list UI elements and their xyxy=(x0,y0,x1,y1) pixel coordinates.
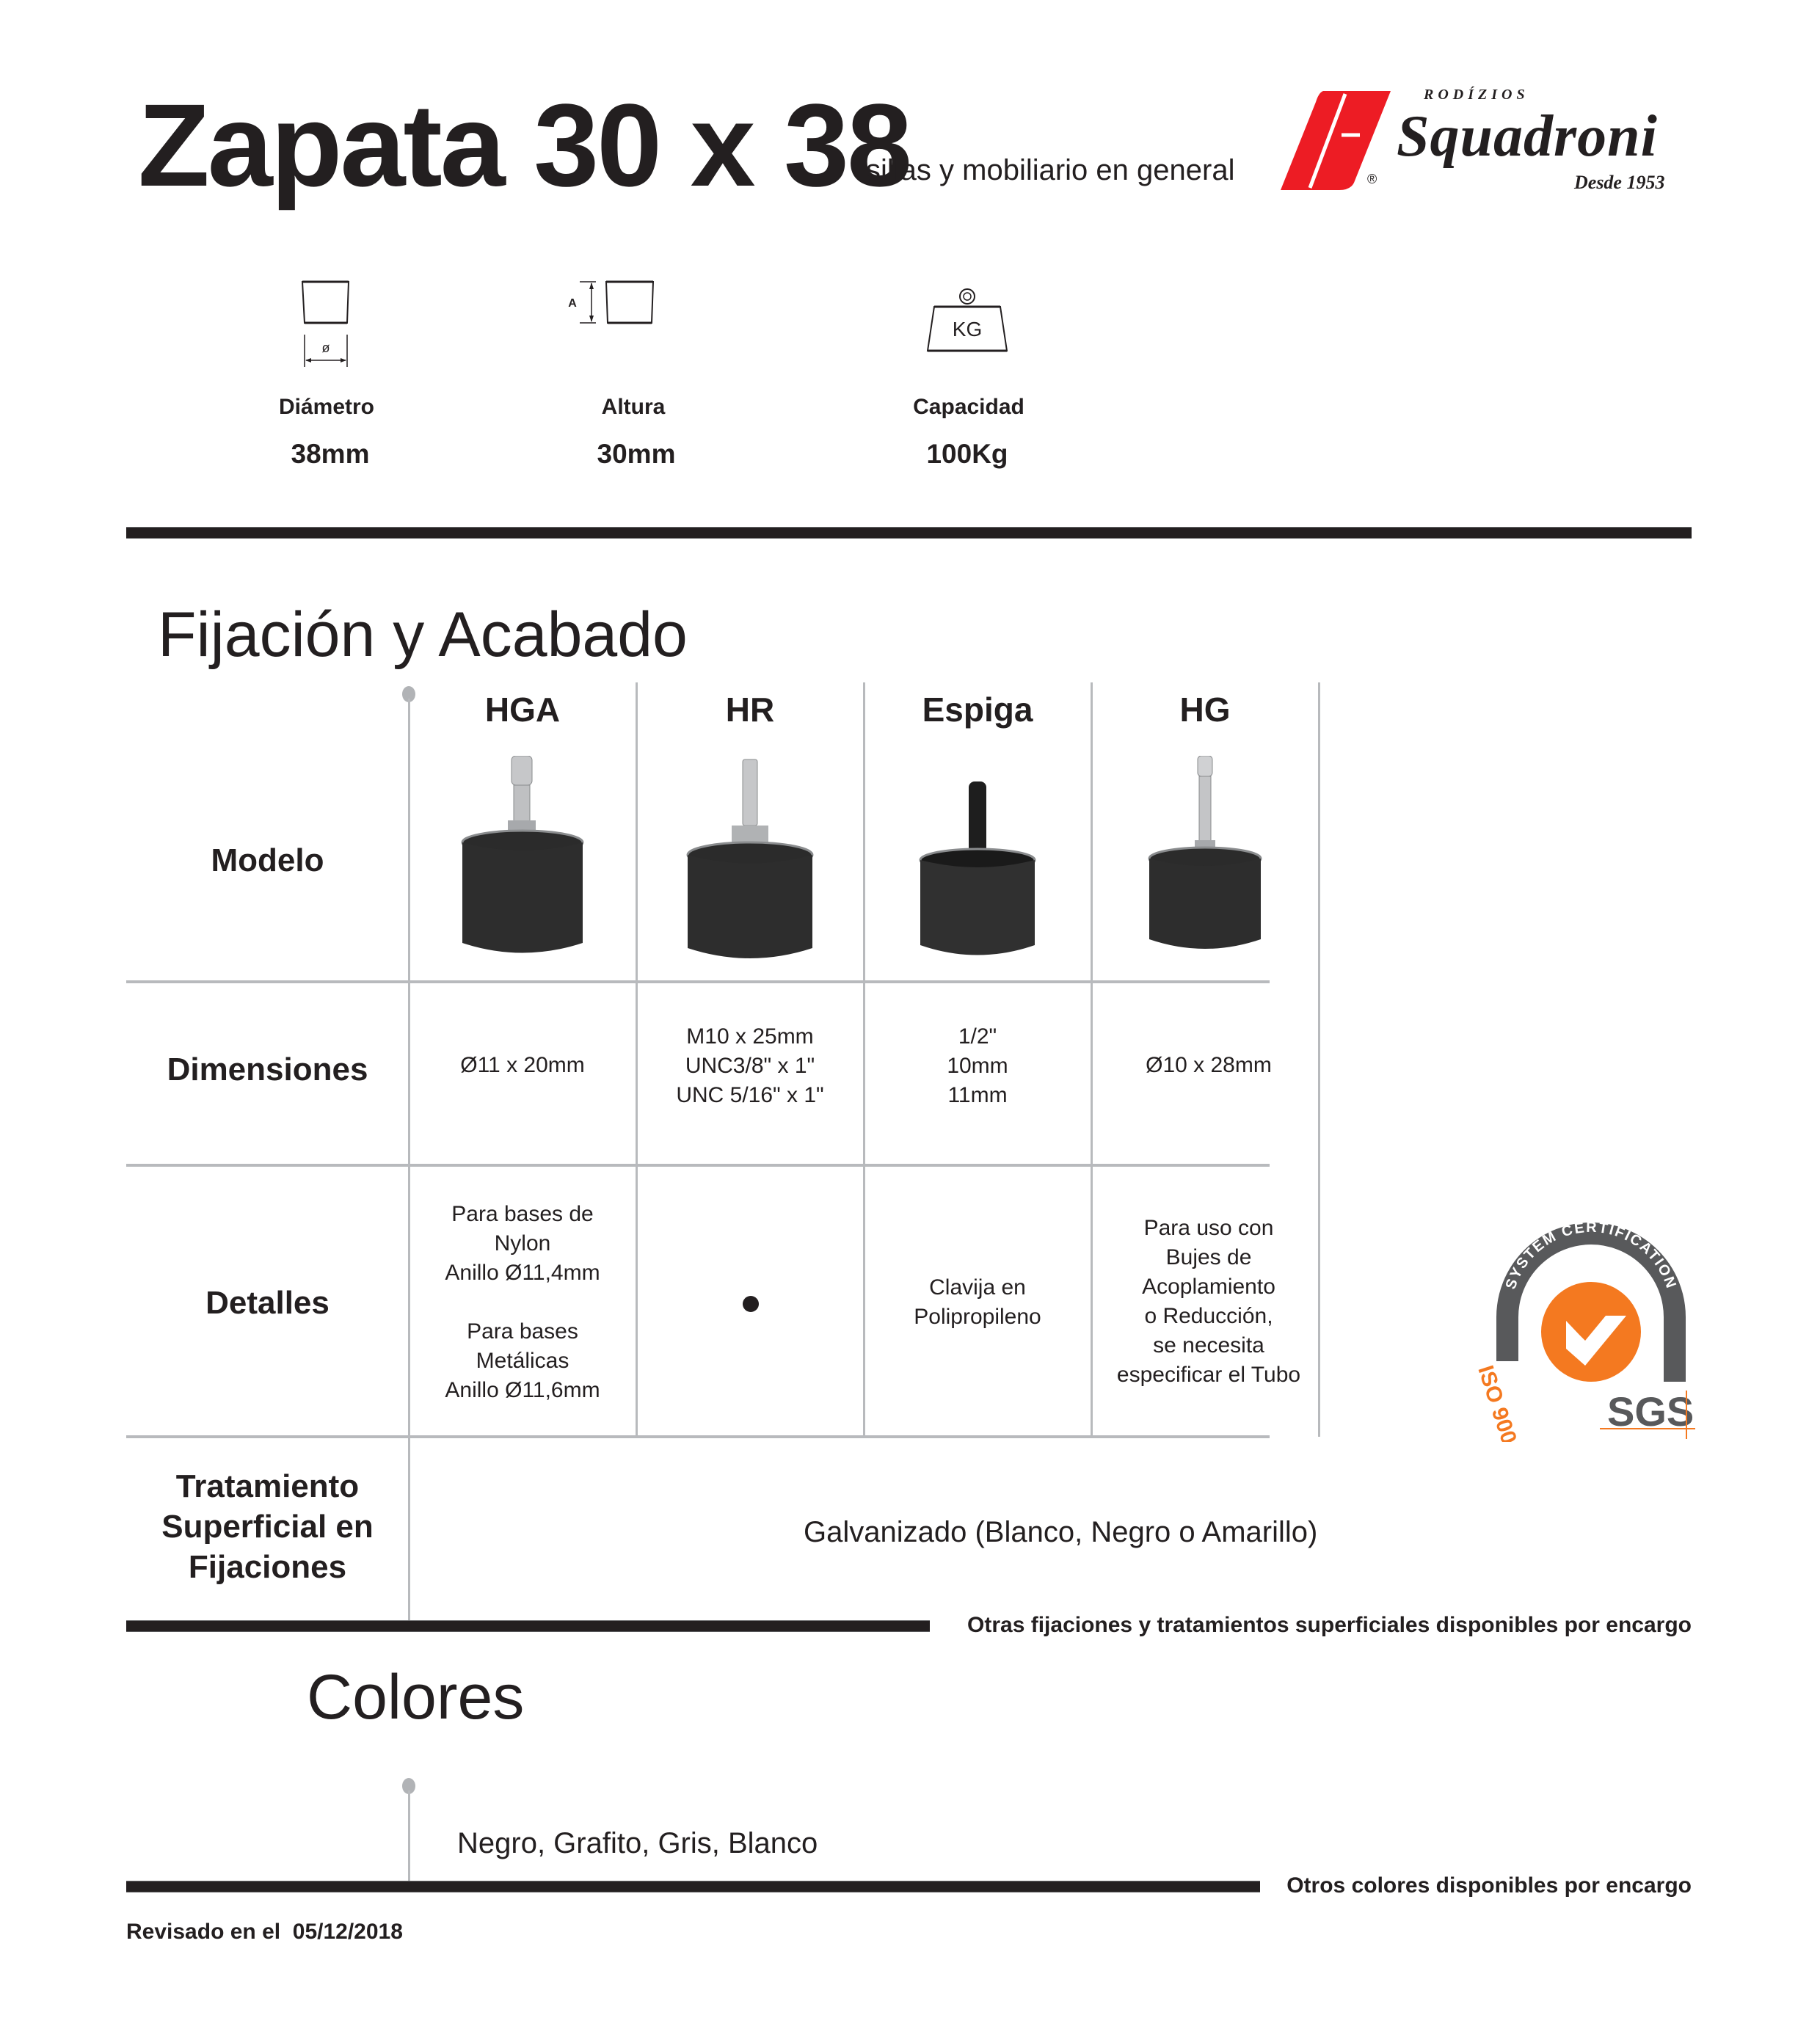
height-icon xyxy=(565,279,682,330)
cell-line: Para bases de xyxy=(451,1202,594,1226)
cell-line: 10mm xyxy=(947,1054,1008,1078)
colores-value: Negro, Grafito, Gris, Blanco xyxy=(457,1827,818,1859)
cell-line: Acoplamiento xyxy=(1142,1275,1275,1299)
product-image-hr xyxy=(677,756,823,969)
svg-text:KG: KG xyxy=(952,318,983,340)
row-header-detalles: Detalles xyxy=(205,1285,330,1321)
spec-value-capacity: 100Kg xyxy=(926,439,1008,469)
svg-text:ISO 9001: ISO 9001 xyxy=(1473,1362,1525,1442)
table-divider-horizontal xyxy=(126,1435,1270,1438)
cell-detalles-hg xyxy=(1095,1214,1322,1390)
row-header-line: Fijaciones xyxy=(188,1549,347,1585)
cell-dimensiones-hr xyxy=(636,1022,864,1110)
cell-line: Metálicas xyxy=(476,1349,569,1373)
spec-label-diameter: Diámetro xyxy=(278,395,375,419)
weight-icon xyxy=(923,286,1011,360)
cell-line: Para bases xyxy=(467,1319,578,1344)
spec-value-diameter: 38mm xyxy=(291,439,370,469)
spec-label-height: Altura xyxy=(601,395,666,419)
product-image-hg xyxy=(1132,756,1278,969)
row-header-dimensiones: Dimensiones xyxy=(167,1052,368,1087)
logo-name: Squadroni xyxy=(1397,104,1658,169)
svg-text:SYSTEM CERTIFICATION: SYSTEM CERTIFICATION xyxy=(1502,1219,1680,1291)
section-title-colores: Colores xyxy=(307,1662,525,1732)
table-divider-horizontal xyxy=(126,980,1270,983)
brand-logo xyxy=(1281,87,1721,204)
cell-line: Clavija en xyxy=(929,1275,1026,1300)
column-header-espiga: Espiga xyxy=(922,690,1033,729)
page-subtitle: sillas y mobiliario en general xyxy=(866,154,1235,186)
tratamiento-value: Galvanizado (Blanco, Negro o Amarillo) xyxy=(804,1516,1318,1548)
cell-line: se necesita xyxy=(1153,1333,1264,1358)
section-divider xyxy=(126,527,1692,539)
colores-divider-vertical xyxy=(408,1790,410,1882)
cell-line: Anillo Ø11,4mm xyxy=(445,1261,600,1285)
cell-line: 1/2" xyxy=(958,1024,997,1049)
cell-line: Para uso con xyxy=(1143,1216,1274,1240)
row-header-line: Tratamiento xyxy=(175,1468,360,1504)
column-header-hga: HGA xyxy=(484,690,561,729)
cell-line: o Reducción, xyxy=(1144,1304,1273,1328)
logo-tagline: RODÍZIOS xyxy=(1424,87,1529,103)
revision-date: Revisado en el 05/12/2018 xyxy=(126,1920,403,1944)
row-header-modelo: Modelo xyxy=(211,842,324,878)
product-image-hga xyxy=(449,756,596,969)
page-title: Zapata 30 x 38 xyxy=(138,79,910,211)
colores-note: Otros colores disponibles por encargo xyxy=(1286,1873,1692,1898)
cell-line: 11mm xyxy=(947,1083,1008,1107)
registered-mark: ® xyxy=(1367,172,1377,186)
spec-label-capacity: Capacidad xyxy=(913,395,1024,419)
cell-dimensiones-hg xyxy=(1095,1051,1322,1080)
logo-since: Desde 1953 xyxy=(1574,172,1665,193)
product-image-espiga xyxy=(904,756,1051,969)
diameter-icon xyxy=(297,279,363,371)
spec-value-height: 30mm xyxy=(597,439,676,469)
cell-detalles-hr-bullet xyxy=(743,1296,759,1312)
cell-detalles-hga xyxy=(409,1200,636,1405)
row-header-line: Superficial en xyxy=(161,1509,374,1545)
cell-line: Anillo Ø11,6mm xyxy=(445,1378,600,1402)
row-header-tratamiento xyxy=(126,1466,409,1587)
cell-dimensiones-hga xyxy=(409,1051,636,1080)
cell-detalles-espiga xyxy=(864,1273,1091,1332)
cell-line: UNC 5/16" x 1" xyxy=(676,1083,824,1107)
fijacion-note: Otras fijaciones y tratamientos superficiales disponibles por encargo xyxy=(967,1613,1692,1637)
section-title-fijacion: Fijación y Acabado xyxy=(158,600,688,670)
column-header-hg: HG xyxy=(1179,690,1231,729)
cell-line: Bujes de xyxy=(1165,1245,1252,1269)
cell-line: especificar el Tubo xyxy=(1116,1363,1301,1387)
cell-spacer xyxy=(409,1288,636,1317)
iso-certification-badge xyxy=(1468,1214,1703,1446)
section-divider xyxy=(126,1620,930,1632)
cell-line: Polipropileno xyxy=(914,1305,1041,1329)
cell-line: M10 x 25mm xyxy=(686,1024,814,1049)
svg-text:A: A xyxy=(568,297,577,310)
column-header-hr: HR xyxy=(725,690,775,729)
cell-line: Nylon xyxy=(494,1231,551,1256)
cell-line: Ø10 x 28mm xyxy=(1146,1053,1272,1077)
svg-text:SGS: SGS xyxy=(1607,1388,1695,1435)
cell-line: UNC3/8" x 1" xyxy=(685,1054,815,1078)
cell-dimensiones-espiga xyxy=(864,1022,1091,1110)
table-divider-horizontal xyxy=(126,1164,1270,1167)
section-divider xyxy=(126,1881,1260,1892)
svg-text:ø: ø xyxy=(321,340,330,355)
cell-line: Ø11 x 20mm xyxy=(460,1053,585,1077)
